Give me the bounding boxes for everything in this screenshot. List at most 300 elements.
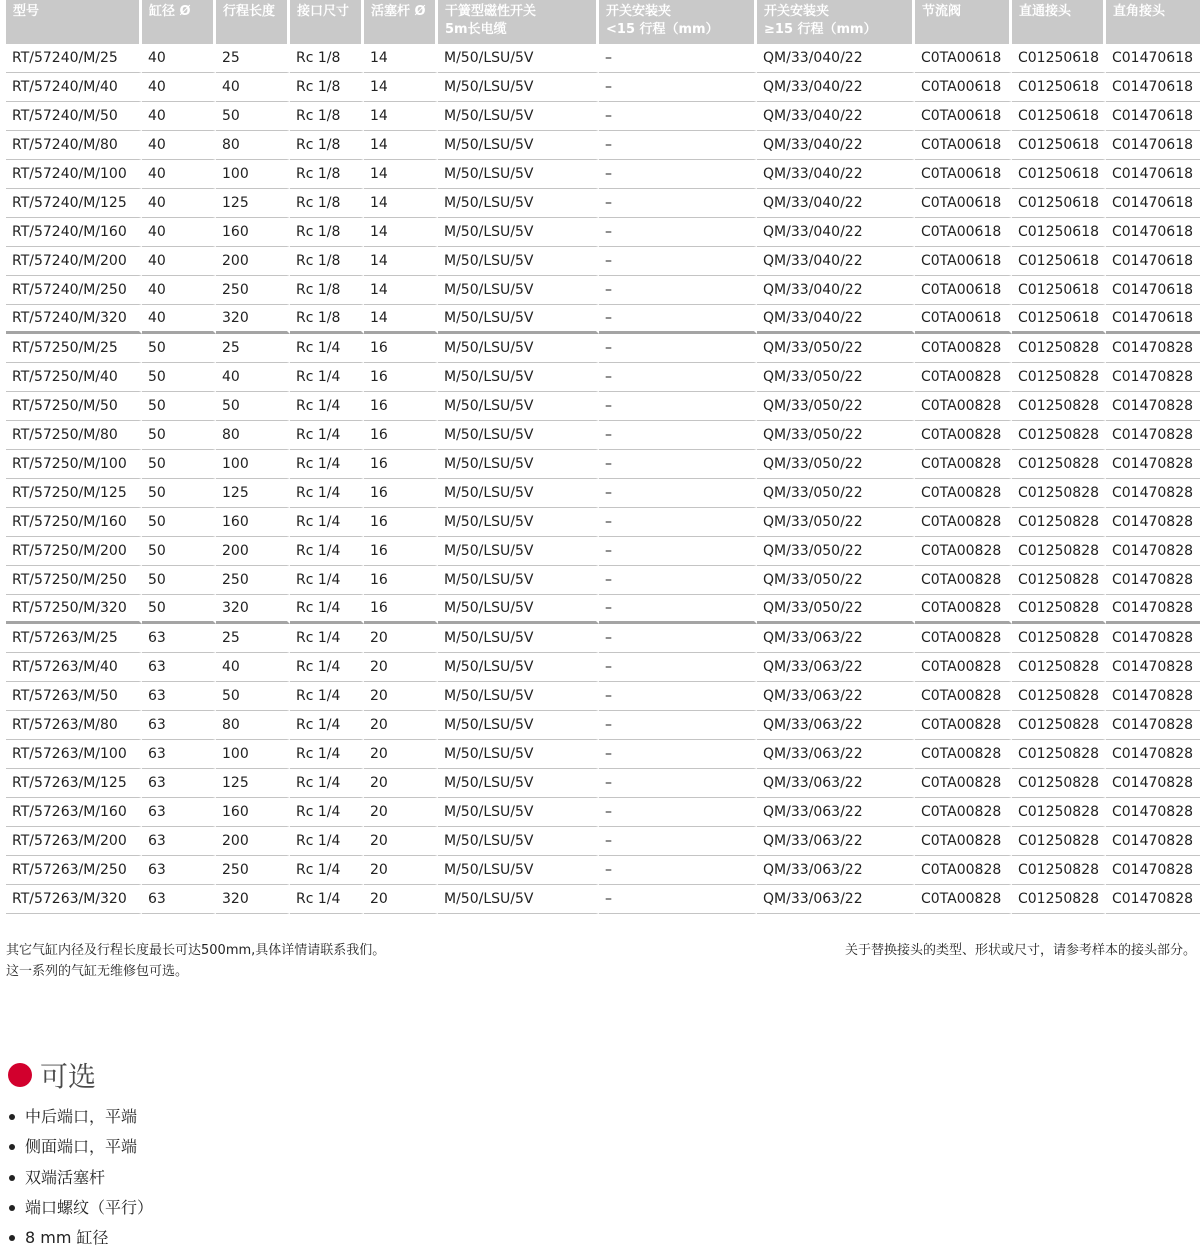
bracket-ge15-cell: QM/33/063/22 (757, 827, 915, 856)
reed-switch-cell: M/50/LSU/5V (438, 160, 599, 189)
note-left (6, 940, 385, 982)
table-row (6, 885, 1200, 914)
flow-valve-cell: C0TA00828 (915, 421, 1012, 450)
table-row (6, 160, 1200, 189)
elbow-fitting-cell: C01470828 (1106, 537, 1200, 566)
straight-fitting-cell: C01250828 (1012, 392, 1106, 421)
rod-diameter-cell: 20 (364, 856, 438, 885)
bracket-lt15-cell: – (599, 682, 757, 711)
straight-fitting-cell: C01250828 (1012, 421, 1106, 450)
straight-fitting-cell: C01250828 (1012, 856, 1106, 885)
stroke-cell: 50 (216, 392, 290, 421)
flow-valve-cell: C0TA00828 (915, 711, 1012, 740)
table-row (6, 595, 1200, 624)
bracket-lt15-cell: – (599, 624, 757, 653)
elbow-fitting-cell: C01470828 (1106, 624, 1200, 653)
bullet-icon (9, 1235, 15, 1241)
table-row (6, 189, 1200, 218)
flow-valve-cell: C0TA00828 (915, 392, 1012, 421)
port-size-cell: Rc 1/8 (290, 160, 364, 189)
bracket-ge15-cell: QM/33/050/22 (757, 537, 915, 566)
rod-diameter-cell: 16 (364, 392, 438, 421)
reed-switch-cell: M/50/LSU/5V (438, 189, 599, 218)
stroke-cell: 125 (216, 189, 290, 218)
flow-valve-cell: C0TA00618 (915, 131, 1012, 160)
bracket-ge15-cell: QM/33/063/22 (757, 682, 915, 711)
stroke-cell: 100 (216, 160, 290, 189)
flow-valve-cell: C0TA00828 (915, 740, 1012, 769)
bracket-lt15-cell: – (599, 595, 757, 624)
bracket-lt15-cell: – (599, 189, 757, 218)
table-row (6, 305, 1200, 334)
table-row (6, 740, 1200, 769)
spec-table-body (6, 44, 1200, 914)
reed-switch-cell: M/50/LSU/5V (438, 711, 599, 740)
stroke-cell: 320 (216, 305, 290, 334)
port-size-cell: Rc 1/4 (290, 334, 364, 363)
bracket-ge15-cell: QM/33/050/22 (757, 508, 915, 537)
port-size-cell: Rc 1/8 (290, 102, 364, 131)
bore-cell: 40 (142, 218, 216, 247)
rod-diameter-cell: 20 (364, 653, 438, 682)
bracket-lt15-cell: – (599, 856, 757, 885)
reed-switch-cell: M/50/LSU/5V (438, 740, 599, 769)
elbow-fitting-cell: C01470828 (1106, 479, 1200, 508)
port-size-cell: Rc 1/4 (290, 740, 364, 769)
elbow-fitting-cell: C01470828 (1106, 450, 1200, 479)
table-row (6, 827, 1200, 856)
stroke-cell: 250 (216, 856, 290, 885)
table-header-row (6, 0, 1200, 44)
rod-diameter-cell: 20 (364, 711, 438, 740)
flow-valve-cell: C0TA00828 (915, 537, 1012, 566)
model-cell: RT/57240/M/250 (6, 276, 142, 305)
elbow-fitting-cell: C01470618 (1106, 247, 1200, 276)
bracket-lt15-cell: – (599, 479, 757, 508)
red-dot-icon (8, 1063, 32, 1087)
bracket-lt15-cell: – (599, 218, 757, 247)
bore-cell: 40 (142, 102, 216, 131)
bore-cell: 63 (142, 740, 216, 769)
model-cell: RT/57263/M/160 (6, 798, 142, 827)
reed-switch-cell: M/50/LSU/5V (438, 73, 599, 102)
bore-cell: 50 (142, 450, 216, 479)
port-size-cell: Rc 1/4 (290, 595, 364, 624)
reed-switch-cell: M/50/LSU/5V (438, 363, 599, 392)
flow-valve-cell: C0TA00618 (915, 247, 1012, 276)
port-size-cell: Rc 1/4 (290, 537, 364, 566)
bracket-ge15-cell: QM/33/050/22 (757, 421, 915, 450)
elbow-fitting-cell: C01470618 (1106, 189, 1200, 218)
bracket-ge15-cell: QM/33/040/22 (757, 218, 915, 247)
elbow-fitting-cell: C01470828 (1106, 827, 1200, 856)
port-size-cell: Rc 1/8 (290, 73, 364, 102)
bore-cell: 63 (142, 856, 216, 885)
rod-diameter-cell: 14 (364, 73, 438, 102)
flow-valve-cell: C0TA00828 (915, 624, 1012, 653)
flow-valve-cell: C0TA00828 (915, 653, 1012, 682)
bracket-lt15-cell: – (599, 247, 757, 276)
model-cell: RT/57263/M/200 (6, 827, 142, 856)
reed-switch-cell: M/50/LSU/5V (438, 392, 599, 421)
straight-fitting-cell: C01250618 (1012, 73, 1106, 102)
straight-fitting-cell: C01250618 (1012, 247, 1106, 276)
rod-diameter-cell: 14 (364, 44, 438, 73)
note-max-stroke: 其它气缸内径及行程长度最长可达500mm,具体详情请联系我们。 (6, 943, 386, 958)
straight-fitting-cell: C01250618 (1012, 160, 1106, 189)
elbow-fitting-cell: C01470828 (1106, 334, 1200, 363)
model-cell: RT/57240/M/125 (6, 189, 142, 218)
model-cell: RT/57240/M/25 (6, 44, 142, 73)
port-size-cell: Rc 1/8 (290, 44, 364, 73)
bracket-lt15-cell: – (599, 827, 757, 856)
rod-diameter-cell: 20 (364, 624, 438, 653)
port-size-cell: Rc 1/4 (290, 856, 364, 885)
rod-diameter-cell: 14 (364, 160, 438, 189)
table-row (6, 131, 1200, 160)
elbow-fitting-cell: C01470828 (1106, 740, 1200, 769)
flow-valve-cell: C0TA00618 (915, 305, 1012, 334)
bracket-ge15-cell: QM/33/050/22 (757, 479, 915, 508)
elbow-fitting-cell: C01470828 (1106, 682, 1200, 711)
table-row (6, 479, 1200, 508)
bracket-ge15-cell: QM/33/040/22 (757, 102, 915, 131)
stroke-cell: 100 (216, 450, 290, 479)
model-cell: RT/57263/M/125 (6, 769, 142, 798)
bracket-lt15-cell: – (599, 566, 757, 595)
model-cell: RT/57263/M/250 (6, 856, 142, 885)
table-row (6, 247, 1200, 276)
rod-diameter-cell: 20 (364, 885, 438, 914)
bracket-lt15-cell: – (599, 44, 757, 73)
elbow-fitting-cell: C01470828 (1106, 856, 1200, 885)
reed-switch-cell: M/50/LSU/5V (438, 450, 599, 479)
straight-fitting-cell: C01250618 (1012, 218, 1106, 247)
reed-switch-cell: M/50/LSU/5V (438, 566, 599, 595)
port-size-cell: Rc 1/4 (290, 479, 364, 508)
bore-cell: 50 (142, 479, 216, 508)
bore-cell: 40 (142, 160, 216, 189)
bore-cell: 63 (142, 624, 216, 653)
rod-diameter-cell: 16 (364, 450, 438, 479)
table-row (6, 218, 1200, 247)
bracket-ge15-cell: QM/33/063/22 (757, 711, 915, 740)
bore-cell: 63 (142, 798, 216, 827)
straight-fitting-cell: C01250618 (1012, 102, 1106, 131)
stroke-cell: 200 (216, 247, 290, 276)
flow-valve-cell: C0TA00828 (915, 769, 1012, 798)
bore-cell: 40 (142, 189, 216, 218)
flow-valve-cell: C0TA00828 (915, 595, 1012, 624)
bracket-lt15-cell: – (599, 508, 757, 537)
stroke-cell: 320 (216, 885, 290, 914)
header-rod-diameter: 活塞杆 Ø (364, 0, 438, 44)
rod-diameter-cell: 16 (364, 479, 438, 508)
port-size-cell: Rc 1/8 (290, 305, 364, 334)
note-fittings-reference: 关于替换接头的类型、形状或尺寸，请参考样本的接头部分。 (844, 943, 1196, 958)
rod-diameter-cell: 16 (364, 566, 438, 595)
table-row (6, 392, 1200, 421)
bore-cell: 40 (142, 73, 216, 102)
bracket-ge15-cell: QM/33/050/22 (757, 595, 915, 624)
flow-valve-cell: C0TA00828 (915, 827, 1012, 856)
list-item: 双端活塞杆 (8, 1163, 153, 1193)
header-bore: 缸径 Ø (142, 0, 216, 44)
reed-switch-cell: M/50/LSU/5V (438, 479, 599, 508)
straight-fitting-cell: C01250828 (1012, 885, 1106, 914)
table-row (6, 421, 1200, 450)
flow-valve-cell: C0TA00828 (915, 479, 1012, 508)
rod-diameter-cell: 14 (364, 189, 438, 218)
reed-switch-cell: M/50/LSU/5V (438, 102, 599, 131)
table-row (6, 566, 1200, 595)
header-port-size: 接口尺寸 (290, 0, 364, 44)
stroke-cell: 250 (216, 566, 290, 595)
bore-cell: 63 (142, 653, 216, 682)
bore-cell: 40 (142, 305, 216, 334)
straight-fitting-cell: C01250828 (1012, 653, 1106, 682)
bore-cell: 40 (142, 276, 216, 305)
elbow-fitting-cell: C01470828 (1106, 885, 1200, 914)
rod-diameter-cell: 20 (364, 769, 438, 798)
bore-cell: 63 (142, 769, 216, 798)
bracket-ge15-cell: QM/33/063/22 (757, 740, 915, 769)
bracket-lt15-cell: – (599, 363, 757, 392)
model-cell: RT/57250/M/160 (6, 508, 142, 537)
table-row (6, 508, 1200, 537)
bracket-lt15-cell: – (599, 537, 757, 566)
rod-diameter-cell: 16 (364, 421, 438, 450)
model-cell: RT/57250/M/40 (6, 363, 142, 392)
bracket-lt15-cell: – (599, 740, 757, 769)
elbow-fitting-cell: C01470828 (1106, 595, 1200, 624)
reed-switch-cell: M/50/LSU/5V (438, 624, 599, 653)
port-size-cell: Rc 1/4 (290, 421, 364, 450)
model-cell: RT/57240/M/100 (6, 160, 142, 189)
flow-valve-cell: C0TA00618 (915, 189, 1012, 218)
bore-cell: 63 (142, 827, 216, 856)
model-cell: RT/57263/M/320 (6, 885, 142, 914)
bore-cell: 50 (142, 363, 216, 392)
elbow-fitting-cell: C01470828 (1106, 653, 1200, 682)
bracket-ge15-cell: QM/33/050/22 (757, 392, 915, 421)
model-cell: RT/57263/M/100 (6, 740, 142, 769)
elbow-fitting-cell: C01470618 (1106, 44, 1200, 73)
bore-cell: 50 (142, 595, 216, 624)
bracket-ge15-cell: QM/33/063/22 (757, 856, 915, 885)
bore-cell: 50 (142, 334, 216, 363)
port-size-cell: Rc 1/8 (290, 218, 364, 247)
bracket-lt15-cell: – (599, 392, 757, 421)
straight-fitting-cell: C01250828 (1012, 595, 1106, 624)
reed-switch-cell: M/50/LSU/5V (438, 595, 599, 624)
port-size-cell: Rc 1/4 (290, 711, 364, 740)
table-row (6, 450, 1200, 479)
straight-fitting-cell: C01250618 (1012, 305, 1106, 334)
stroke-cell: 50 (216, 682, 290, 711)
bracket-ge15-cell: QM/33/063/22 (757, 769, 915, 798)
rod-diameter-cell: 14 (364, 218, 438, 247)
elbow-fitting-cell: C01470618 (1106, 73, 1200, 102)
table-row (6, 711, 1200, 740)
flow-valve-cell: C0TA00828 (915, 856, 1012, 885)
bullet-icon (9, 1144, 15, 1150)
header-flow-valve: 节流阀 (915, 0, 1012, 44)
straight-fitting-cell: C01250828 (1012, 682, 1106, 711)
model-cell: RT/57240/M/320 (6, 305, 142, 334)
table-row (6, 769, 1200, 798)
straight-fitting-cell: C01250828 (1012, 769, 1106, 798)
bracket-ge15-cell: QM/33/050/22 (757, 450, 915, 479)
rod-diameter-cell: 16 (364, 334, 438, 363)
stroke-cell: 160 (216, 798, 290, 827)
stroke-cell: 200 (216, 827, 290, 856)
model-cell: RT/57250/M/320 (6, 595, 142, 624)
port-size-cell: Rc 1/4 (290, 682, 364, 711)
bracket-ge15-cell: QM/33/063/22 (757, 885, 915, 914)
model-cell: RT/57250/M/250 (6, 566, 142, 595)
bore-cell: 50 (142, 566, 216, 595)
stroke-cell: 40 (216, 73, 290, 102)
port-size-cell: Rc 1/4 (290, 508, 364, 537)
bracket-lt15-cell: – (599, 798, 757, 827)
model-cell: RT/57250/M/50 (6, 392, 142, 421)
straight-fitting-cell: C01250828 (1012, 566, 1106, 595)
bracket-lt15-cell: – (599, 73, 757, 102)
header-bracket-lt15: 开关安装夹 <15 行程（mm） (599, 0, 757, 44)
table-row (6, 798, 1200, 827)
stroke-cell: 200 (216, 537, 290, 566)
model-cell: RT/57263/M/80 (6, 711, 142, 740)
elbow-fitting-cell: C01470828 (1106, 566, 1200, 595)
straight-fitting-cell: C01250828 (1012, 798, 1106, 827)
header-model: 型号 (6, 0, 142, 44)
flow-valve-cell: C0TA00828 (915, 798, 1012, 827)
reed-switch-cell: M/50/LSU/5V (438, 247, 599, 276)
stroke-cell: 40 (216, 363, 290, 392)
bracket-lt15-cell: – (599, 334, 757, 363)
table-row (6, 73, 1200, 102)
stroke-cell: 80 (216, 711, 290, 740)
bullet-icon (9, 1175, 15, 1181)
reed-switch-cell: M/50/LSU/5V (438, 769, 599, 798)
bore-cell: 63 (142, 682, 216, 711)
reed-switch-cell: M/50/LSU/5V (438, 827, 599, 856)
elbow-fitting-cell: C01470828 (1106, 363, 1200, 392)
bracket-ge15-cell: QM/33/040/22 (757, 189, 915, 218)
bracket-ge15-cell: QM/33/040/22 (757, 276, 915, 305)
flow-valve-cell: C0TA00618 (915, 160, 1012, 189)
flow-valve-cell: C0TA00618 (915, 44, 1012, 73)
elbow-fitting-cell: C01470828 (1106, 392, 1200, 421)
stroke-cell: 160 (216, 218, 290, 247)
flow-valve-cell: C0TA00828 (915, 508, 1012, 537)
header-stroke: 行程长度 (216, 0, 290, 44)
list-item: 8 mm 缸径 (8, 1223, 153, 1253)
straight-fitting-cell: C01250618 (1012, 131, 1106, 160)
rod-diameter-cell: 14 (364, 305, 438, 334)
model-cell: RT/57240/M/50 (6, 102, 142, 131)
port-size-cell: Rc 1/4 (290, 624, 364, 653)
port-size-cell: Rc 1/4 (290, 885, 364, 914)
bore-cell: 40 (142, 247, 216, 276)
flow-valve-cell: C0TA00828 (915, 450, 1012, 479)
port-size-cell: Rc 1/8 (290, 131, 364, 160)
bracket-ge15-cell: QM/33/063/22 (757, 798, 915, 827)
model-cell: RT/57240/M/40 (6, 73, 142, 102)
model-cell: RT/57250/M/125 (6, 479, 142, 508)
flow-valve-cell: C0TA00828 (915, 682, 1012, 711)
port-size-cell: Rc 1/4 (290, 450, 364, 479)
stroke-cell: 100 (216, 740, 290, 769)
stroke-cell: 80 (216, 131, 290, 160)
port-size-cell: Rc 1/8 (290, 247, 364, 276)
bracket-lt15-cell: – (599, 769, 757, 798)
model-cell: RT/57263/M/40 (6, 653, 142, 682)
list-item: 端口螺纹（平行） (8, 1193, 153, 1223)
flow-valve-cell: C0TA00618 (915, 218, 1012, 247)
stroke-cell: 125 (216, 479, 290, 508)
reed-switch-cell: M/50/LSU/5V (438, 508, 599, 537)
straight-fitting-cell: C01250828 (1012, 740, 1106, 769)
stroke-cell: 40 (216, 653, 290, 682)
rod-diameter-cell: 14 (364, 131, 438, 160)
table-row (6, 682, 1200, 711)
port-size-cell: Rc 1/4 (290, 653, 364, 682)
rod-diameter-cell: 20 (364, 682, 438, 711)
reed-switch-cell: M/50/LSU/5V (438, 305, 599, 334)
bracket-ge15-cell: QM/33/040/22 (757, 73, 915, 102)
elbow-fitting-cell: C01470618 (1106, 160, 1200, 189)
bracket-lt15-cell: – (599, 276, 757, 305)
table-row (6, 653, 1200, 682)
straight-fitting-cell: C01250618 (1012, 44, 1106, 73)
options-heading (8, 1055, 96, 1095)
rod-diameter-cell: 20 (364, 798, 438, 827)
elbow-fitting-cell: C01470828 (1106, 508, 1200, 537)
reed-switch-cell: M/50/LSU/5V (438, 682, 599, 711)
spec-table (6, 0, 1200, 914)
header-bracket-ge15: 开关安装夹 ≥15 行程（mm） (757, 0, 915, 44)
bore-cell: 50 (142, 421, 216, 450)
stroke-cell: 125 (216, 769, 290, 798)
flow-valve-cell: C0TA00618 (915, 73, 1012, 102)
bracket-ge15-cell: QM/33/040/22 (757, 247, 915, 276)
options-list (8, 1102, 153, 1253)
stroke-cell: 80 (216, 421, 290, 450)
bracket-ge15-cell: QM/33/040/22 (757, 44, 915, 73)
stroke-cell: 25 (216, 624, 290, 653)
straight-fitting-cell: C01250828 (1012, 827, 1106, 856)
straight-fitting-cell: C01250828 (1012, 334, 1106, 363)
bracket-lt15-cell: – (599, 305, 757, 334)
bore-cell: 40 (142, 131, 216, 160)
stroke-cell: 320 (216, 595, 290, 624)
bracket-lt15-cell: – (599, 160, 757, 189)
straight-fitting-cell: C01250828 (1012, 624, 1106, 653)
rod-diameter-cell: 16 (364, 508, 438, 537)
bore-cell: 63 (142, 711, 216, 740)
reed-switch-cell: M/50/LSU/5V (438, 798, 599, 827)
bracket-lt15-cell: – (599, 653, 757, 682)
bracket-lt15-cell: – (599, 421, 757, 450)
bullet-icon (9, 1205, 15, 1211)
stroke-cell: 50 (216, 102, 290, 131)
straight-fitting-cell: C01250828 (1012, 363, 1106, 392)
reed-switch-cell: M/50/LSU/5V (438, 421, 599, 450)
reed-switch-cell: M/50/LSU/5V (438, 218, 599, 247)
bore-cell: 50 (142, 508, 216, 537)
